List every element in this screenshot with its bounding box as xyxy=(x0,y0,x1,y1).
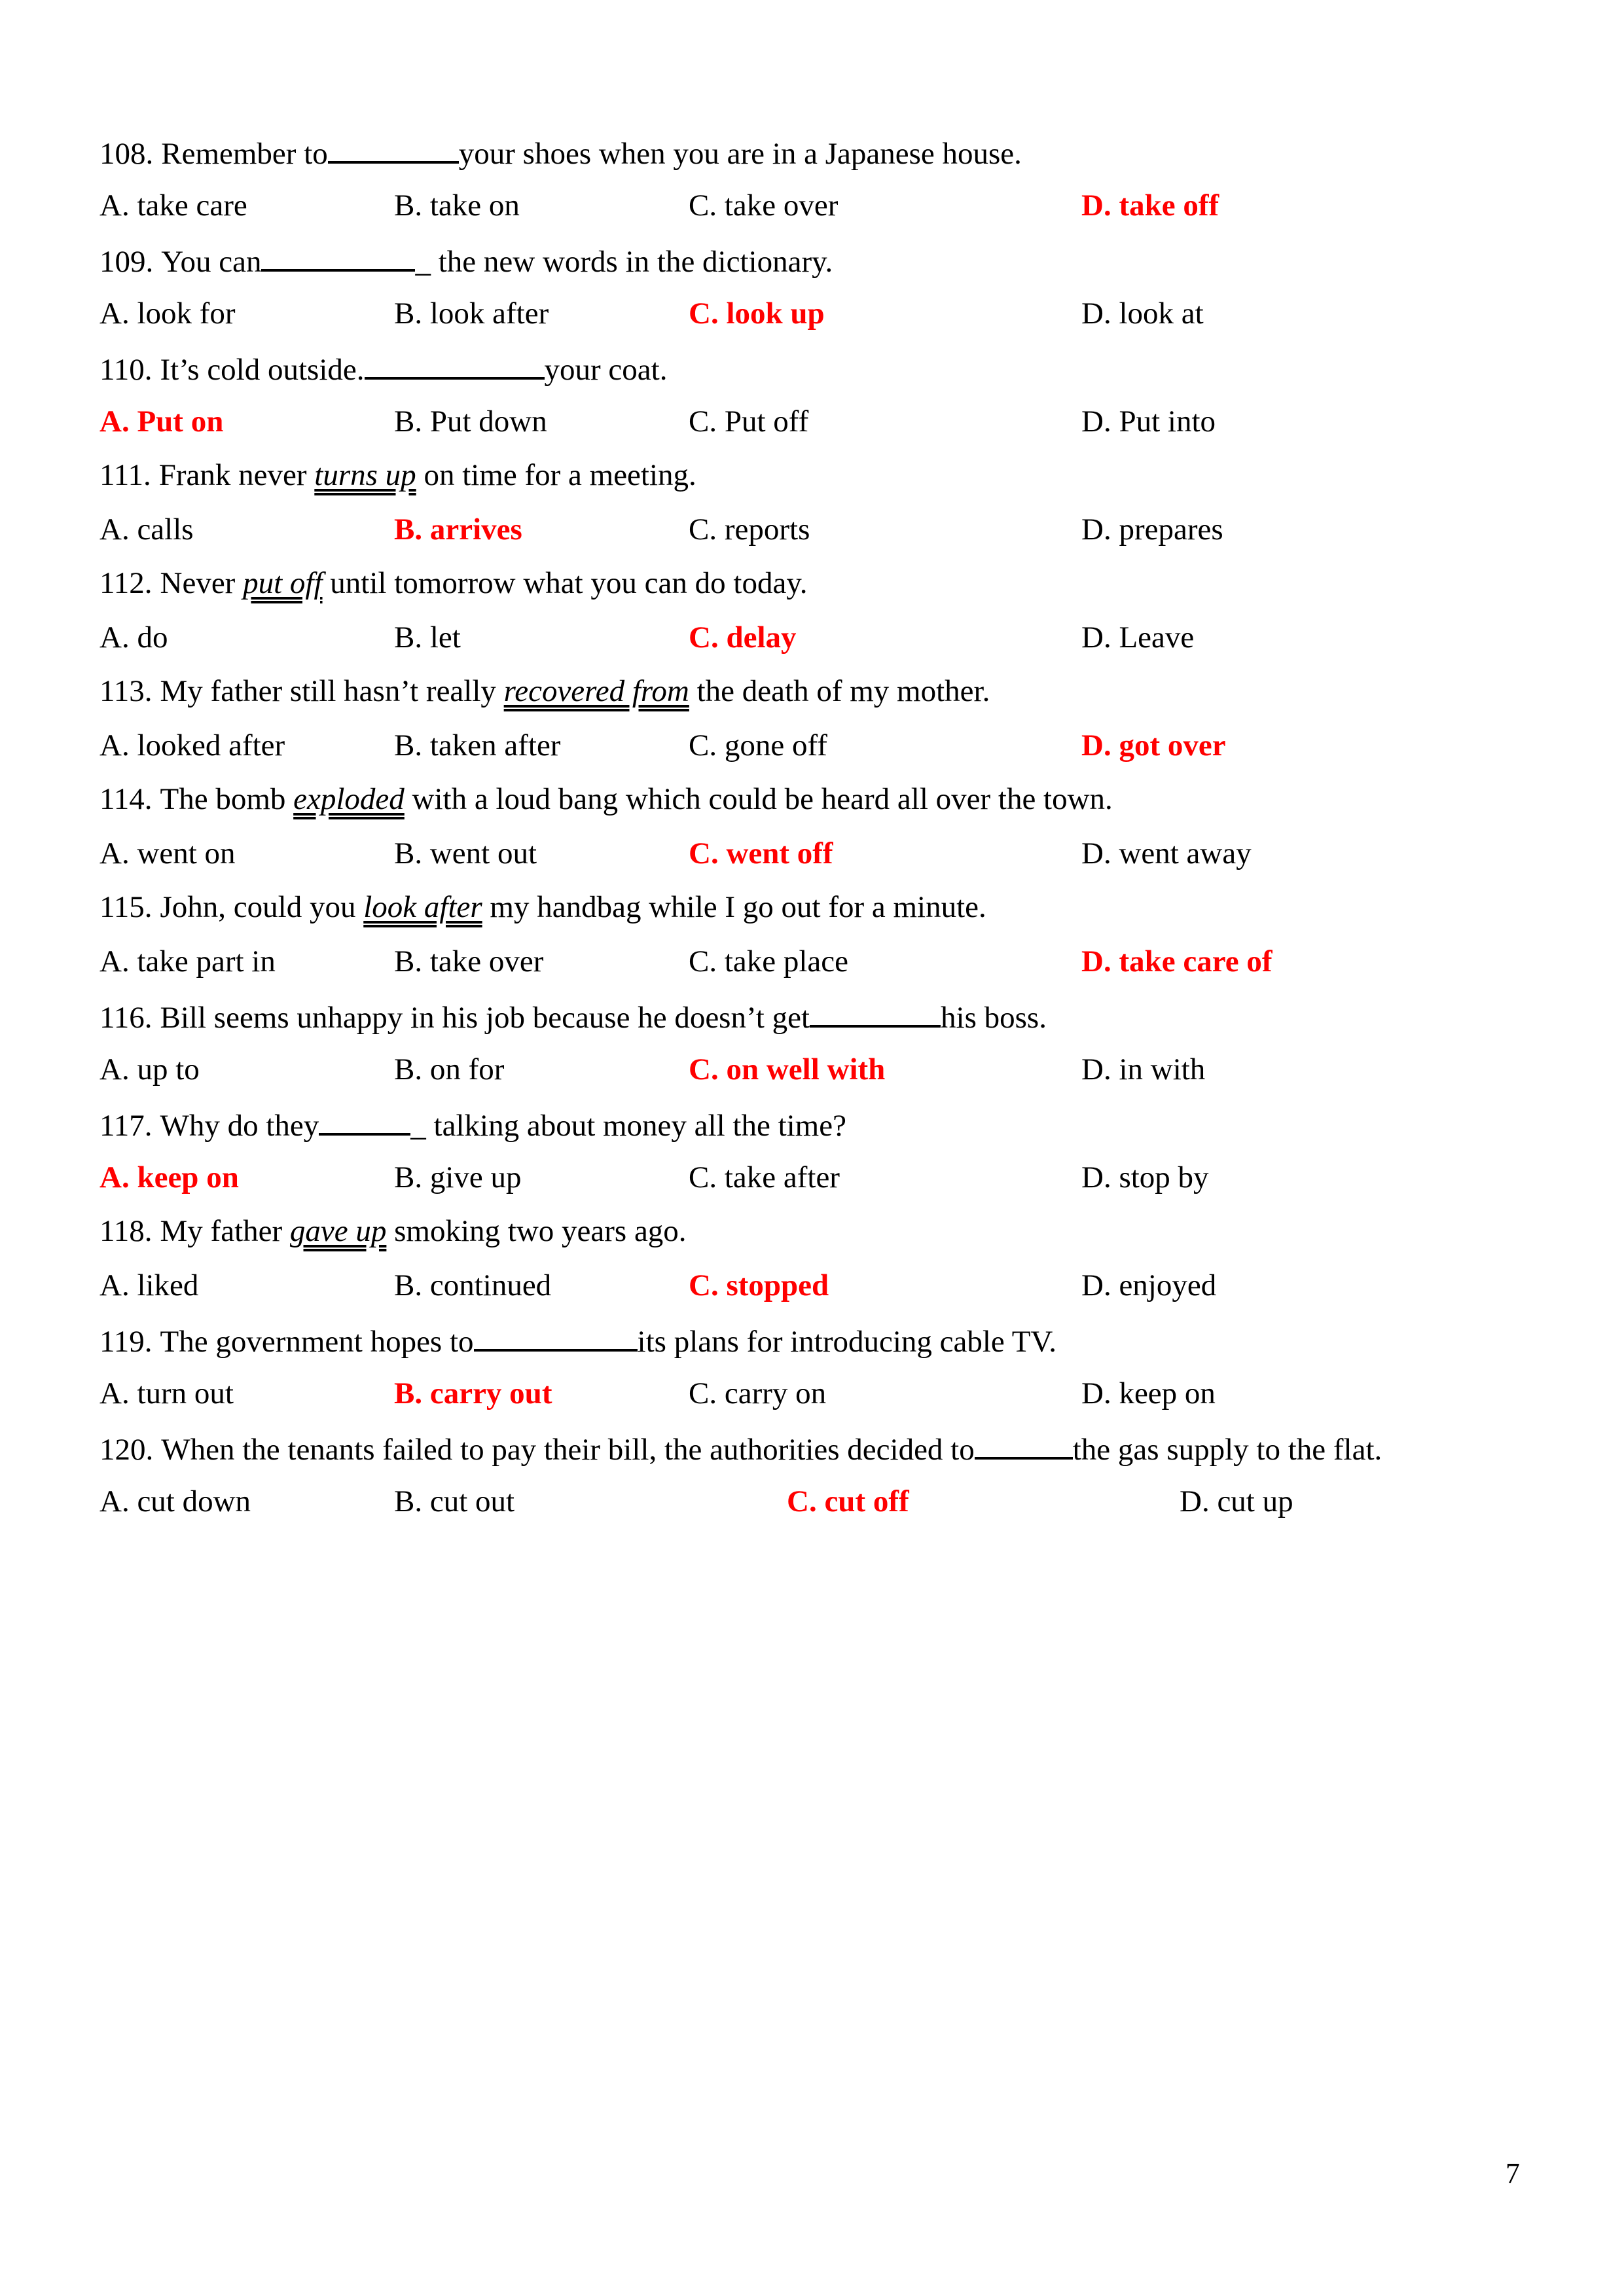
question-text: Bill seems unhappy in his job because he doesn’t get xyxy=(160,1001,810,1035)
answer-option: B. take on xyxy=(394,188,520,223)
question-text: The bomb xyxy=(160,782,294,816)
answer-options xyxy=(99,1371,1540,1416)
answer-blank xyxy=(319,1100,410,1136)
answer-option: C. reports xyxy=(689,512,810,547)
question-text: your shoes when you are in a Japanese house. xyxy=(458,137,1022,171)
question-text: Remember to xyxy=(161,137,328,171)
question-text: The government hopes to xyxy=(160,1325,474,1359)
answer-options xyxy=(99,1047,1540,1092)
correct-answer-option: D. take care of xyxy=(1081,944,1272,978)
underlined-phrase: turns up xyxy=(314,458,416,492)
answer-option: D. cut up xyxy=(1180,1484,1293,1518)
answer-option: B. cut out xyxy=(394,1484,515,1518)
answer-options xyxy=(99,1263,1540,1308)
question-stem xyxy=(99,992,1540,1038)
answer-option: D. stop by xyxy=(1081,1160,1209,1194)
question-text: Why do they xyxy=(160,1109,319,1143)
answer-blank xyxy=(365,344,545,380)
answer-option: B. take over xyxy=(394,944,544,978)
page-number: 7 xyxy=(1506,2157,1520,2189)
correct-answer-option: D. take off xyxy=(1081,188,1219,223)
question-text: Never xyxy=(160,566,244,600)
correct-answer-option: B. arrives xyxy=(394,512,522,547)
correct-answer-option: C. went off xyxy=(689,836,833,870)
question-number: 109. xyxy=(99,245,154,279)
answer-option: A. do xyxy=(99,620,168,655)
correct-answer-option: A. keep on xyxy=(99,1160,239,1194)
correct-answer-option: C. stopped xyxy=(689,1268,829,1302)
question-number: 118. xyxy=(99,1214,153,1248)
question-number: 120. xyxy=(99,1433,154,1467)
answer-option: A. take part in xyxy=(99,944,276,978)
question-text: the gas supply to the flat. xyxy=(1072,1433,1382,1467)
answer-option: B. continued xyxy=(394,1268,552,1302)
question-stem xyxy=(99,1316,1540,1362)
question-stem xyxy=(99,776,1540,822)
answer-option: C. take place xyxy=(689,944,849,978)
question-text: your coat. xyxy=(544,353,668,387)
answer-blank xyxy=(474,1316,638,1352)
underlined-phrase: exploded xyxy=(293,782,405,816)
question-stem xyxy=(99,344,1540,390)
question-text: its plans for introducing cable TV. xyxy=(637,1325,1057,1359)
answer-option: B. Put down xyxy=(394,404,547,439)
answer-option: C. gone off xyxy=(689,728,827,762)
answer-option: B. look after xyxy=(394,296,549,331)
question-number: 112. xyxy=(99,566,153,600)
answer-option: A. take care xyxy=(99,188,247,223)
answer-option: D. keep on xyxy=(1081,1376,1216,1410)
question-stem xyxy=(99,560,1540,606)
answer-option: B. on for xyxy=(394,1052,505,1086)
correct-answer-option: D. got over xyxy=(1081,728,1226,762)
question-text: with a loud bang which could be heard all over the town. xyxy=(404,782,1113,816)
question-stem xyxy=(99,668,1540,714)
question-text: My father xyxy=(160,1214,290,1248)
question-number: 119. xyxy=(99,1325,153,1359)
answer-option: A. cut down xyxy=(99,1484,251,1518)
underlined-phrase: look after xyxy=(363,890,482,924)
question-stem xyxy=(99,1208,1540,1254)
question-number: 113. xyxy=(99,674,153,708)
question-number: 108. xyxy=(99,137,154,171)
question-number: 115. xyxy=(99,890,153,924)
correct-answer-option: C. on well with xyxy=(689,1052,886,1086)
question-text: _ talking about money all the time? xyxy=(410,1109,846,1143)
answer-option: D. went away xyxy=(1081,836,1252,870)
question-text: When the tenants failed to pay their bill, the authorities decided to xyxy=(161,1433,975,1467)
question-text: until tomorrow what you can do today. xyxy=(322,566,808,600)
correct-answer-option: C. look up xyxy=(689,296,825,331)
answer-option: D. look at xyxy=(1081,296,1204,331)
answer-option: C. take after xyxy=(689,1160,840,1194)
underlined-phrase: recovered from xyxy=(503,674,689,708)
answer-option: D. enjoyed xyxy=(1081,1268,1217,1302)
answer-option: A. looked after xyxy=(99,728,285,762)
answer-blank xyxy=(261,236,415,272)
correct-answer-option: C. delay xyxy=(689,620,797,655)
question-stem xyxy=(99,128,1540,174)
answer-option: D. Put into xyxy=(1081,404,1216,439)
question-number: 110. xyxy=(99,353,153,387)
answer-option: C. carry on xyxy=(689,1376,827,1410)
answer-option: C. Put off xyxy=(689,404,809,439)
question-stem xyxy=(99,452,1540,498)
answer-option: B. taken after xyxy=(394,728,561,762)
answer-options xyxy=(99,183,1540,228)
question-number: 116. xyxy=(99,1001,153,1035)
answer-option: A. look for xyxy=(99,296,236,331)
answer-options xyxy=(99,939,1540,984)
answer-options xyxy=(99,831,1540,876)
answer-options xyxy=(99,291,1540,336)
correct-answer-option: C. cut off xyxy=(787,1484,909,1518)
answer-option: A. went on xyxy=(99,836,236,870)
question-text: John, could you xyxy=(160,890,364,924)
answer-option: A. liked xyxy=(99,1268,199,1302)
question-text: You can xyxy=(161,245,262,279)
question-text: his boss. xyxy=(941,1001,1047,1035)
answer-option: D. Leave xyxy=(1081,620,1195,655)
question-stem xyxy=(99,884,1540,930)
question-text: My father still hasn’t really xyxy=(160,674,504,708)
answer-option: B. give up xyxy=(394,1160,522,1194)
correct-answer-option: B. carry out xyxy=(394,1376,552,1410)
question-text: Frank never xyxy=(158,458,315,492)
answer-blank xyxy=(810,992,941,1028)
underlined-phrase: put off xyxy=(243,566,323,600)
correct-answer-option: A. Put on xyxy=(99,404,224,439)
answer-blank xyxy=(975,1424,1073,1460)
answer-option: C. take over xyxy=(689,188,839,223)
answer-options xyxy=(99,507,1540,552)
underlined-phrase: gave up xyxy=(289,1214,387,1248)
answer-options xyxy=(99,399,1540,444)
question-stem xyxy=(99,1424,1540,1470)
answer-option: D. in with xyxy=(1081,1052,1206,1086)
question-text: on time for a meeting. xyxy=(416,458,696,492)
question-text: smoking two years ago. xyxy=(386,1214,687,1248)
question-text: _ the new words in the dictionary. xyxy=(415,245,833,279)
answer-option: A. up to xyxy=(99,1052,200,1086)
answer-option: D. prepares xyxy=(1081,512,1223,547)
answer-option: B. went out xyxy=(394,836,537,870)
question-text: my handbag while I go out for a minute. xyxy=(482,890,986,924)
question-number: 114. xyxy=(99,782,153,816)
answer-option: A. calls xyxy=(99,512,194,547)
answer-option: B. let xyxy=(394,620,461,655)
question-stem xyxy=(99,1100,1540,1146)
question-number: 117. xyxy=(99,1109,153,1143)
question-stem xyxy=(99,236,1540,282)
answer-options xyxy=(99,723,1540,768)
answer-options xyxy=(99,1155,1540,1200)
question-number: 111. xyxy=(99,458,151,492)
answer-blank xyxy=(328,128,459,164)
question-text: It’s cold outside. xyxy=(160,353,365,387)
question-text: the death of my mother. xyxy=(689,674,990,708)
answer-option: A. turn out xyxy=(99,1376,234,1410)
answer-options xyxy=(99,615,1540,660)
answer-options xyxy=(99,1479,1540,1524)
